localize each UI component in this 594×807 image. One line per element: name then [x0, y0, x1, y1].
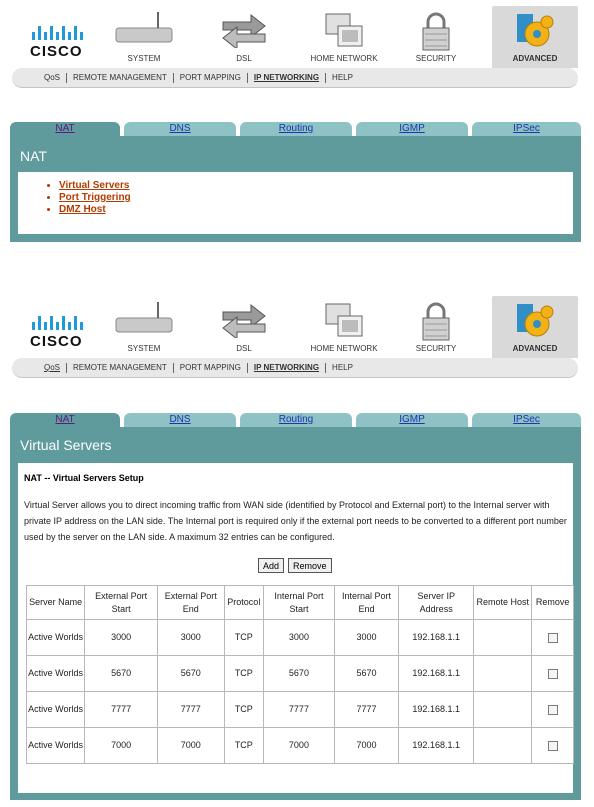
cell-remove	[532, 728, 574, 764]
subnav-port-mapping[interactable]: PORT MAPPING	[174, 73, 248, 83]
col-internal-port-start: Internal Port Start	[264, 586, 335, 620]
cell-ext-end: 7000	[158, 728, 225, 764]
nav-security[interactable]	[396, 6, 476, 68]
cisco-wordmark: CISCO	[30, 333, 83, 350]
cell-remote-host	[474, 656, 532, 692]
nav-advanced[interactable]	[492, 6, 578, 68]
table-row	[27, 692, 574, 728]
cell-int-end: 7000	[334, 728, 398, 764]
cell-server-ip: 192.168.1.1	[399, 620, 474, 656]
nav-system[interactable]	[104, 296, 184, 358]
cell-int-start: 5670	[264, 656, 335, 692]
subnav-remote-management[interactable]: REMOTE MANAGEMENT	[67, 363, 174, 373]
sub-navigation-2	[12, 358, 578, 378]
cisco-wordmark: CISCO	[30, 43, 83, 60]
tab-routing[interactable]: Routing	[240, 122, 352, 136]
virtual-servers-table	[26, 585, 574, 764]
table-row	[27, 728, 574, 764]
nav-security[interactable]	[396, 296, 476, 358]
add-button[interactable]: Add	[258, 558, 284, 573]
col-protocol: Protocol	[224, 586, 264, 620]
tab-ipsec[interactable]: IPSec	[472, 122, 581, 136]
nav-advanced[interactable]	[492, 296, 578, 358]
cell-protocol: TCP	[224, 728, 264, 764]
cisco-logo	[26, 20, 86, 60]
cell-server-ip: 192.168.1.1	[399, 656, 474, 692]
computers-icon	[322, 302, 366, 342]
cell-ext-end: 3000	[158, 620, 225, 656]
subnav-port-mapping[interactable]: PORT MAPPING	[174, 363, 248, 373]
cell-server-ip: 192.168.1.1	[399, 728, 474, 764]
subnav-ip-networking[interactable]: IP NETWORKING	[248, 73, 326, 83]
cell-protocol: TCP	[224, 656, 264, 692]
cell-protocol: TCP	[224, 692, 264, 728]
computers-icon	[322, 12, 366, 52]
padlock-icon	[419, 302, 453, 342]
router-icon	[112, 12, 176, 48]
tab-bar-2	[10, 413, 581, 427]
gears-icon	[515, 302, 555, 342]
cell-ext-end: 7777	[158, 692, 225, 728]
subnav-help[interactable]: HELP	[332, 363, 353, 372]
nav-system[interactable]	[104, 6, 184, 68]
tab-igmp[interactable]: IGMP	[356, 413, 468, 427]
cell-ext-end: 5670	[158, 656, 225, 692]
nav-home-network[interactable]	[304, 6, 384, 68]
col-external-port-end: External Port End	[158, 586, 225, 620]
nav-dsl-label: DSL	[236, 344, 252, 353]
cell-int-start: 7000	[264, 728, 335, 764]
col-server-ip-address: Server IP Address	[399, 586, 474, 620]
nav-home-network[interactable]	[304, 296, 384, 358]
nav-dsl[interactable]	[204, 6, 284, 68]
subnav-help[interactable]: HELP	[332, 73, 353, 82]
remove-checkbox[interactable]	[548, 705, 558, 715]
section-description: Virtual Server allows you to direct incoming traffic from WAN side (identified by Protocol and External port) to the Internal server with private IP address on the LAN side. The Internal port is required only if the external port needs to be converted to a different port number used by the server on the LAN side. A maximum 32 entries can be configured.	[24, 500, 567, 542]
cell-server-name: Active Worlds	[27, 656, 85, 692]
section-heading: NAT -- Virtual Servers Setup	[24, 473, 144, 483]
sub-navigation-1	[12, 68, 578, 88]
nav-security-label: SECURITY	[415, 344, 457, 353]
nav-home-network-label: HOME NETWORK	[310, 344, 378, 353]
table-header-row	[27, 586, 574, 620]
nav-home-network-label: HOME NETWORK	[310, 54, 378, 63]
router-icon	[112, 302, 176, 338]
nav-system-label: SYSTEM	[127, 54, 161, 63]
nav-advanced-label: ADVANCED	[512, 344, 558, 353]
cell-ext-start: 7000	[85, 728, 158, 764]
cell-remove	[532, 620, 574, 656]
nav-dsl-label: DSL	[236, 54, 252, 63]
cisco-bars-icon	[26, 310, 86, 332]
cell-ext-start: 3000	[85, 620, 158, 656]
action-buttons	[258, 558, 332, 573]
cell-remote-host	[474, 620, 532, 656]
tab-routing[interactable]: Routing	[240, 413, 352, 427]
tab-ipsec[interactable]: IPSec	[472, 413, 581, 427]
link-port-triggering[interactable]: • Port Triggering	[59, 192, 573, 204]
remove-checkbox[interactable]	[548, 741, 558, 751]
col-external-port-start: External Port Start	[85, 586, 158, 620]
tab-nat[interactable]: NAT	[10, 413, 120, 427]
col-remove: Remove	[532, 586, 574, 620]
col-internal-port-end: Internal Port End	[334, 586, 398, 620]
link-dmz-host[interactable]: • DMZ Host	[59, 204, 573, 216]
nat-panel-body	[18, 172, 573, 234]
nav-advanced-label: ADVANCED	[512, 54, 558, 63]
virtual-servers-body	[18, 463, 573, 793]
padlock-icon	[419, 12, 453, 52]
subnav-qos[interactable]: QoS	[38, 73, 67, 83]
table-row	[27, 620, 574, 656]
cell-protocol: TCP	[224, 620, 264, 656]
cell-remove	[532, 656, 574, 692]
subnav-qos[interactable]: QoS	[38, 363, 67, 373]
cell-int-end: 3000	[334, 620, 398, 656]
cell-server-name: Active Worlds	[27, 728, 85, 764]
nav-system-label: SYSTEM	[127, 344, 161, 353]
col-remote-host: Remote Host	[474, 586, 532, 620]
col-server-name: Server Name	[27, 586, 85, 620]
arrows-exchange-icon	[219, 302, 269, 338]
cisco-bars-icon	[26, 20, 86, 42]
header-banner-2	[12, 296, 578, 386]
link-virtual-servers[interactable]: • Virtual Servers	[59, 180, 573, 192]
cell-int-end: 7777	[334, 692, 398, 728]
nav-dsl[interactable]	[204, 296, 284, 358]
nat-links	[59, 172, 573, 216]
cell-int-start: 7777	[264, 692, 335, 728]
subnav-ip-networking[interactable]: IP NETWORKING	[248, 363, 326, 373]
cell-server-name: Active Worlds	[27, 620, 85, 656]
subnav-remote-management[interactable]: REMOTE MANAGEMENT	[67, 73, 174, 83]
cell-ext-start: 5670	[85, 656, 158, 692]
remove-checkbox[interactable]	[548, 633, 558, 643]
cell-int-start: 3000	[264, 620, 335, 656]
tab-dns[interactable]: DNS	[124, 413, 236, 427]
cell-server-name: Active Worlds	[27, 692, 85, 728]
nav-security-label: SECURITY	[415, 54, 457, 63]
cell-remove	[532, 692, 574, 728]
cell-server-ip: 192.168.1.1	[399, 692, 474, 728]
header-banner-1	[12, 6, 578, 96]
nat-panel	[10, 136, 581, 242]
table-row	[27, 656, 574, 692]
remove-button[interactable]: Remove	[288, 558, 332, 573]
cell-remote-host	[474, 692, 532, 728]
cell-ext-start: 7777	[85, 692, 158, 728]
panel-title: Virtual Servers	[20, 437, 112, 453]
cell-int-end: 5670	[334, 656, 398, 692]
gears-icon	[515, 12, 555, 52]
remove-checkbox[interactable]	[548, 669, 558, 679]
virtual-servers-panel	[10, 427, 581, 800]
arrows-exchange-icon	[219, 12, 269, 48]
tab-dns[interactable]: DNS	[124, 122, 236, 136]
tab-nat[interactable]: NAT	[10, 122, 120, 136]
cell-remote-host	[474, 728, 532, 764]
tab-igmp[interactable]: IGMP	[356, 122, 468, 136]
tab-bar-1	[10, 122, 581, 136]
panel-title: NAT	[20, 148, 47, 164]
cisco-logo	[26, 310, 86, 350]
